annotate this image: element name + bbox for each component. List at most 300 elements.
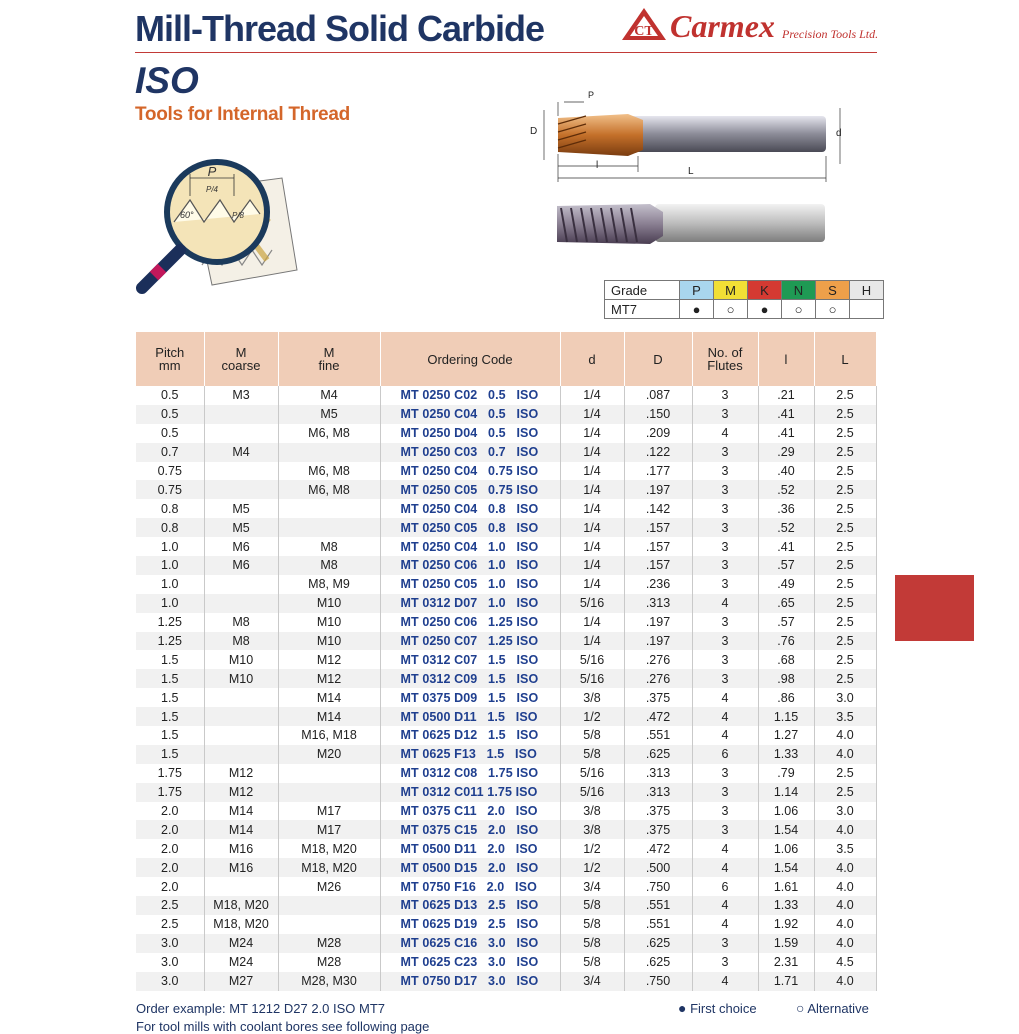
table-cell: .313	[624, 594, 692, 613]
legend-alternative-label: Alternative	[807, 1001, 869, 1016]
table-cell: .197	[624, 613, 692, 632]
table-cell: 3	[692, 386, 758, 405]
table-row	[136, 896, 876, 915]
drawing-d-label: d	[836, 128, 842, 139]
table-cell: 1/4	[560, 424, 624, 443]
table-cell: 2.0	[136, 877, 204, 896]
table-cell: 2.5	[814, 518, 876, 537]
table-cell: 1.61	[758, 877, 814, 896]
table-cell: M4	[204, 443, 278, 462]
table-cell	[204, 480, 278, 499]
table-cell: 2.31	[758, 953, 814, 972]
table-cell: .625	[624, 745, 692, 764]
ordering-code-cell: MT 0250 C02 0.5 ISO	[380, 386, 560, 405]
table-cell	[278, 783, 380, 802]
grade-mark: ○	[782, 300, 816, 319]
ordering-code-cell: MT 0250 C04 0.75 ISO	[380, 462, 560, 481]
table-cell: 3	[692, 537, 758, 556]
table-cell: M5	[204, 499, 278, 518]
ordering-code-cell: MT 0500 D11 1.5 ISO	[380, 707, 560, 726]
table-cell: 4	[692, 858, 758, 877]
ordering-code-cell: MT 0250 C06 1.0 ISO	[380, 556, 560, 575]
table-cell: 4.0	[814, 934, 876, 953]
column-header: Pitch mm	[136, 332, 204, 386]
table-cell: .157	[624, 518, 692, 537]
ordering-code-cell: MT 0625 D13 2.5 ISO	[380, 896, 560, 915]
table-cell: 4.0	[814, 896, 876, 915]
table-cell: 3	[692, 556, 758, 575]
table-cell: M5	[204, 518, 278, 537]
table-cell: 1.5	[136, 688, 204, 707]
table-cell: .087	[624, 386, 692, 405]
table-cell: .41	[758, 424, 814, 443]
brand-suffix: Precision Tools Ltd.	[782, 27, 879, 41]
section-tab-marker	[895, 575, 974, 641]
table-row	[136, 424, 876, 443]
table-cell: 1.5	[136, 707, 204, 726]
table-cell: M16	[204, 839, 278, 858]
table-cell: 4	[692, 594, 758, 613]
table-cell: M8, M9	[278, 575, 380, 594]
table-cell: 4.0	[814, 820, 876, 839]
table-cell: M5	[278, 405, 380, 424]
table-cell: 5/8	[560, 953, 624, 972]
table-cell: M8	[278, 556, 380, 575]
table-cell: .375	[624, 820, 692, 839]
table-cell	[278, 915, 380, 934]
ordering-code-cell: MT 0250 C07 1.25 ISO	[380, 632, 560, 651]
svg-text:CT: CT	[634, 24, 654, 39]
table-cell: 0.8	[136, 499, 204, 518]
table-cell: 3	[692, 802, 758, 821]
table-row	[136, 556, 876, 575]
table-cell: M14	[278, 707, 380, 726]
table-cell: 4.0	[814, 972, 876, 991]
grade-H: H	[850, 281, 884, 300]
table-cell: M6	[204, 537, 278, 556]
table-cell: 1.15	[758, 707, 814, 726]
table-cell: 0.8	[136, 518, 204, 537]
table-cell: 1.0	[136, 575, 204, 594]
table-cell: 2.5	[814, 575, 876, 594]
table-cell: .500	[624, 858, 692, 877]
table-cell: .750	[624, 972, 692, 991]
table-cell: 3	[692, 783, 758, 802]
table-cell: .313	[624, 783, 692, 802]
table-cell: 2.0	[136, 858, 204, 877]
table-cell: .750	[624, 877, 692, 896]
grade-table	[604, 280, 884, 319]
table-cell: 1.33	[758, 745, 814, 764]
table-cell: 2.5	[814, 537, 876, 556]
table-cell: M24	[204, 934, 278, 953]
table-cell: .29	[758, 443, 814, 462]
table-cell: 4.0	[814, 745, 876, 764]
table-cell: 1.14	[758, 783, 814, 802]
table-cell: M8	[278, 537, 380, 556]
table-row	[136, 537, 876, 556]
table-row	[136, 518, 876, 537]
column-header: L	[814, 332, 876, 386]
ordering-code-cell: MT 0312 C011 1.75 ISO	[380, 783, 560, 802]
table-cell: 1.54	[758, 858, 814, 877]
table-cell: 1.59	[758, 934, 814, 953]
table-cell: 5/8	[560, 915, 624, 934]
ordering-code-cell: MT 0625 C23 3.0 ISO	[380, 953, 560, 972]
table-cell: M10	[204, 669, 278, 688]
table-cell: 2.5	[814, 669, 876, 688]
table-cell: M10	[204, 650, 278, 669]
legend-first-choice	[678, 1000, 757, 1016]
table-cell: 5/16	[560, 783, 624, 802]
table-cell	[204, 726, 278, 745]
table-cell: 1/4	[560, 518, 624, 537]
filled-circle-icon: ●	[678, 1000, 687, 1016]
grade-S: S	[816, 281, 850, 300]
table-cell: .276	[624, 669, 692, 688]
ordering-code-cell: MT 0250 C05 0.75 ISO	[380, 480, 560, 499]
p4-label: P/4	[206, 185, 219, 194]
table-cell: .197	[624, 632, 692, 651]
table-cell: 3	[692, 462, 758, 481]
table-cell: 3	[692, 480, 758, 499]
table-cell: .472	[624, 839, 692, 858]
table-cell: 3.0	[814, 802, 876, 821]
table-cell: 5/8	[560, 934, 624, 953]
grade-mark: ○	[714, 300, 748, 319]
table-cell: M26	[278, 877, 380, 896]
thread-tool-table	[136, 332, 877, 991]
table-cell: .86	[758, 688, 814, 707]
ordering-code-cell: MT 0250 C03 0.7 ISO	[380, 443, 560, 462]
table-cell: 1/4	[560, 575, 624, 594]
table-cell: 1/2	[560, 839, 624, 858]
table-cell: 1.5	[136, 669, 204, 688]
table-cell: 4	[692, 726, 758, 745]
pitch-label: P	[207, 164, 217, 179]
table-cell: 4	[692, 915, 758, 934]
table-cell: .57	[758, 613, 814, 632]
table-cell: 3.0	[136, 953, 204, 972]
table-cell	[204, 688, 278, 707]
table-cell: 3	[692, 953, 758, 972]
table-cell: M17	[278, 820, 380, 839]
table-row	[136, 877, 876, 896]
table-cell: .276	[624, 650, 692, 669]
table-cell: 1.06	[758, 802, 814, 821]
thread-profile-illustration	[132, 150, 302, 300]
table-cell: 3	[692, 613, 758, 632]
table-cell: .375	[624, 802, 692, 821]
table-cell: 0.5	[136, 386, 204, 405]
table-cell: M6, M8	[278, 462, 380, 481]
table-cell: 1.0	[136, 594, 204, 613]
table-row	[136, 499, 876, 518]
table-cell: 3/8	[560, 688, 624, 707]
table-cell: 5/8	[560, 745, 624, 764]
page-tagline: Tools for Internal Thread	[135, 104, 350, 125]
table-cell: .41	[758, 537, 814, 556]
table-cell: 2.5	[136, 915, 204, 934]
ordering-code-cell: MT 0312 C08 1.75 ISO	[380, 764, 560, 783]
table-cell: 1/4	[560, 556, 624, 575]
grade-P: P	[680, 281, 714, 300]
ordering-code-cell: MT 0375 C15 2.0 ISO	[380, 820, 560, 839]
table-cell: 3/8	[560, 820, 624, 839]
ordering-code-cell: MT 0750 F16 2.0 ISO	[380, 877, 560, 896]
ordering-code-cell: MT 0625 D12 1.5 ISO	[380, 726, 560, 745]
table-cell: 3	[692, 669, 758, 688]
ordering-code-cell: MT 0250 C04 1.0 ISO	[380, 537, 560, 556]
table-cell: M12	[278, 650, 380, 669]
table-cell: .21	[758, 386, 814, 405]
table-cell: 1/4	[560, 613, 624, 632]
ordering-code-cell: MT 0750 D17 3.0 ISO	[380, 972, 560, 991]
grade-mark	[850, 300, 884, 319]
table-cell: .551	[624, 915, 692, 934]
angle-label: 60°	[180, 210, 194, 220]
table-cell: .551	[624, 726, 692, 745]
table-cell: 5/16	[560, 764, 624, 783]
table-cell: 1.54	[758, 820, 814, 839]
table-cell: 3.5	[814, 839, 876, 858]
table-cell: 1/2	[560, 858, 624, 877]
table-cell: 3	[692, 764, 758, 783]
table-cell: 4	[692, 707, 758, 726]
table-cell: 1/4	[560, 632, 624, 651]
table-cell: 3	[692, 820, 758, 839]
grade-mark: ○	[816, 300, 850, 319]
table-cell: 1.25	[136, 613, 204, 632]
table-cell: 2.5	[814, 405, 876, 424]
table-cell: M18, M20	[204, 915, 278, 934]
ordering-code-cell: MT 0250 D04 0.5 ISO	[380, 424, 560, 443]
table-cell	[204, 877, 278, 896]
table-cell: 1/4	[560, 462, 624, 481]
column-header: No. of Flutes	[692, 332, 758, 386]
ordering-code-cell: MT 0250 C05 1.0 ISO	[380, 575, 560, 594]
table-cell: 1.75	[136, 783, 204, 802]
order-example: Order example: MT 1212 D27 2.0 ISO MT7	[136, 1001, 386, 1016]
table-cell: .150	[624, 405, 692, 424]
table-cell: M20	[278, 745, 380, 764]
page-title: Mill-Thread Solid Carbide	[135, 8, 545, 49]
table-cell: M28, M30	[278, 972, 380, 991]
table-header-row	[136, 332, 876, 386]
column-header: M fine	[278, 332, 380, 386]
table-row	[136, 783, 876, 802]
table-row	[136, 858, 876, 877]
table-cell: .40	[758, 462, 814, 481]
table-cell: 1.06	[758, 839, 814, 858]
ordering-code-cell: MT 0312 C09 1.5 ISO	[380, 669, 560, 688]
table-row	[136, 915, 876, 934]
table-cell: 1.27	[758, 726, 814, 745]
table-row	[136, 443, 876, 462]
table-cell: 2.5	[814, 443, 876, 462]
table-cell	[204, 462, 278, 481]
table-cell: 5/8	[560, 896, 624, 915]
table-cell: M4	[278, 386, 380, 405]
table-row	[136, 764, 876, 783]
table-cell: .313	[624, 764, 692, 783]
table-cell: 3	[692, 443, 758, 462]
table-cell: 2.0	[136, 802, 204, 821]
ordering-code-cell: MT 0625 F13 1.5 ISO	[380, 745, 560, 764]
table-cell: 3	[692, 575, 758, 594]
table-cell: 1.25	[136, 632, 204, 651]
table-cell	[204, 405, 278, 424]
table-body	[136, 386, 876, 991]
table-cell: 2.5	[814, 764, 876, 783]
table-cell: M16, M18	[278, 726, 380, 745]
table-cell: M27	[204, 972, 278, 991]
table-row	[136, 972, 876, 991]
table-cell: M18, M20	[278, 858, 380, 877]
table-cell: 1.5	[136, 745, 204, 764]
table-row	[136, 613, 876, 632]
table-cell: 3.5	[814, 707, 876, 726]
table-cell: 1.5	[136, 726, 204, 745]
table-row	[136, 839, 876, 858]
table-cell: 5/16	[560, 594, 624, 613]
table-cell: 6	[692, 745, 758, 764]
table-row	[136, 745, 876, 764]
table-cell: 1/4	[560, 443, 624, 462]
table-cell: 4.0	[814, 858, 876, 877]
grade-mark: ●	[680, 300, 714, 319]
table-cell: .57	[758, 556, 814, 575]
table-cell: 1.71	[758, 972, 814, 991]
table-cell: 3	[692, 632, 758, 651]
table-cell: 3	[692, 934, 758, 953]
table-cell: .76	[758, 632, 814, 651]
table-row	[136, 934, 876, 953]
table-cell: M12	[204, 764, 278, 783]
ordering-code-cell: MT 0500 D11 2.0 ISO	[380, 839, 560, 858]
table-cell: M6, M8	[278, 424, 380, 443]
table-cell: .236	[624, 575, 692, 594]
table-cell: 4.0	[814, 877, 876, 896]
table-cell: .551	[624, 896, 692, 915]
table-row	[136, 632, 876, 651]
table-cell: 1/4	[560, 405, 624, 424]
table-cell: 3/8	[560, 802, 624, 821]
drawing-D-label: D	[530, 126, 538, 137]
column-header: l	[758, 332, 814, 386]
table-cell: 2.5	[814, 424, 876, 443]
table-row	[136, 707, 876, 726]
table-cell: 1/4	[560, 386, 624, 405]
table-cell: 1.5	[136, 650, 204, 669]
table-row	[136, 462, 876, 481]
table-cell: 4	[692, 688, 758, 707]
table-cell: 5/16	[560, 669, 624, 688]
table-cell: 4.0	[814, 915, 876, 934]
table-cell: 3/4	[560, 972, 624, 991]
table-cell: M17	[278, 802, 380, 821]
table-cell: .41	[758, 405, 814, 424]
table-cell: 4	[692, 424, 758, 443]
table-cell: 2.5	[814, 480, 876, 499]
table-cell: M6, M8	[278, 480, 380, 499]
column-header: M coarse	[204, 332, 278, 386]
table-cell: 2.0	[136, 839, 204, 858]
table-row	[136, 405, 876, 424]
table-cell: M10	[278, 632, 380, 651]
table-cell: 0.7	[136, 443, 204, 462]
table-cell: 4.0	[814, 726, 876, 745]
table-cell: 2.5	[814, 499, 876, 518]
page-subtitle: ISO	[135, 60, 199, 101]
table-cell: M18, M20	[278, 839, 380, 858]
table-cell	[278, 499, 380, 518]
table-cell: M28	[278, 934, 380, 953]
table-cell	[204, 745, 278, 764]
table-cell: 0.75	[136, 462, 204, 481]
table-cell: M16	[204, 858, 278, 877]
table-cell	[204, 594, 278, 613]
table-cell: .68	[758, 650, 814, 669]
table-cell: M28	[278, 953, 380, 972]
column-header: Ordering Code	[380, 332, 560, 386]
table-cell: .209	[624, 424, 692, 443]
drawing-L-label: L	[688, 166, 694, 177]
table-cell	[278, 896, 380, 915]
column-header: D	[624, 332, 692, 386]
table-cell: M8	[204, 613, 278, 632]
table-row	[136, 669, 876, 688]
table-row	[136, 575, 876, 594]
table-cell: 2.5	[136, 896, 204, 915]
table-cell: 4.5	[814, 953, 876, 972]
table-cell: 1.0	[136, 537, 204, 556]
table-cell: 3	[692, 518, 758, 537]
ordering-code-cell: MT 0375 C11 2.0 ISO	[380, 802, 560, 821]
table-cell: 3.0	[136, 934, 204, 953]
table-cell	[204, 575, 278, 594]
table-cell: M14	[204, 802, 278, 821]
brand-name: Carmex	[670, 8, 775, 44]
table-row	[136, 726, 876, 745]
table-cell: .98	[758, 669, 814, 688]
table-cell: 3.0	[136, 972, 204, 991]
table-cell: 3	[692, 405, 758, 424]
table-row	[136, 953, 876, 972]
table-cell: M3	[204, 386, 278, 405]
table-cell: M10	[278, 613, 380, 632]
footer-note-clipped: For tool mills with coolant bores see following page	[136, 1019, 430, 1034]
table-cell: 2.5	[814, 462, 876, 481]
table-cell: 4	[692, 896, 758, 915]
table-cell: 2.5	[814, 386, 876, 405]
table-cell: .625	[624, 934, 692, 953]
table-cell: 6	[692, 877, 758, 896]
table-cell: 3	[692, 650, 758, 669]
ordering-code-cell: MT 0500 D15 2.0 ISO	[380, 858, 560, 877]
table-cell: .52	[758, 480, 814, 499]
ordering-code-cell: MT 0250 C06 1.25 ISO	[380, 613, 560, 632]
table-row	[136, 650, 876, 669]
table-cell: .197	[624, 480, 692, 499]
table-cell: M14	[278, 688, 380, 707]
table-cell: .49	[758, 575, 814, 594]
table-cell: 1.33	[758, 896, 814, 915]
table-cell: 2.5	[814, 632, 876, 651]
ordering-code-cell: MT 0312 C07 1.5 ISO	[380, 650, 560, 669]
table-row	[136, 480, 876, 499]
table-cell: M12	[278, 669, 380, 688]
